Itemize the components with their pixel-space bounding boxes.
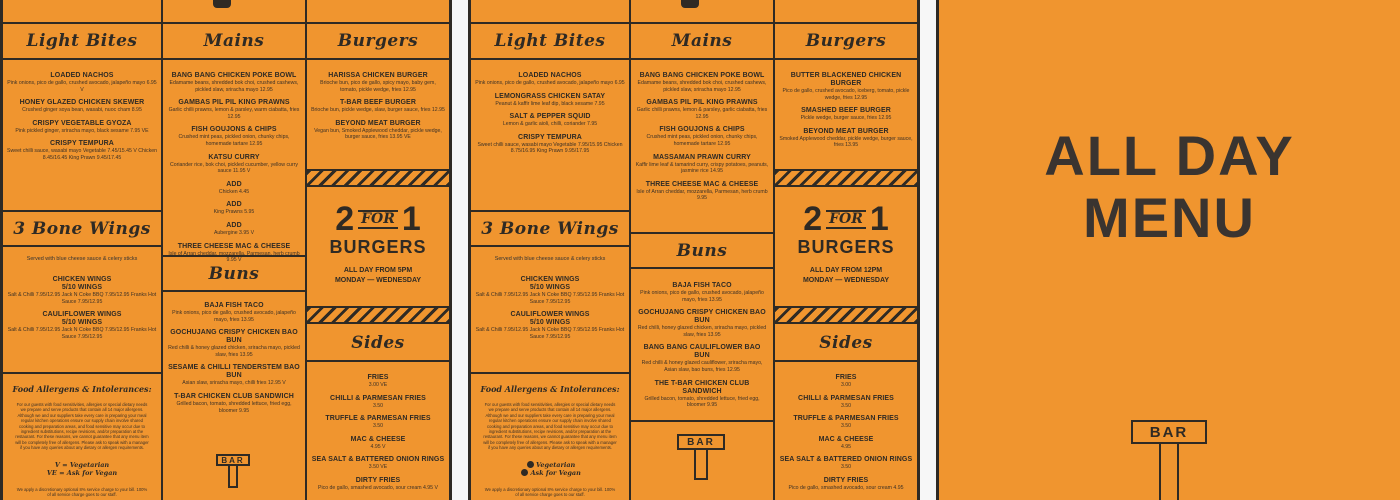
- section-burgers-heading: Burgers: [775, 24, 917, 60]
- menu-item-name: CHILLI & PARMESAN FRIES: [798, 394, 894, 402]
- menu-item: [779, 436, 913, 451]
- menu-item-name: MASSAMAN PRAWN CURRY: [653, 153, 751, 161]
- menu-item: [311, 72, 445, 93]
- column-burgers: [307, 0, 449, 500]
- section-sides-heading: Sides: [775, 326, 917, 362]
- menu-item-name: CAULIFLOWER WINGS: [510, 311, 590, 319]
- menu-item-name: TRUFFLE & PARMESAN FRIES: [325, 415, 431, 423]
- menu-item: [311, 120, 445, 141]
- menu-item-desc: Isle of Arran cheddar, mozzarella, Parmesan, herb crumb 9.95 V: [168, 250, 300, 264]
- legend: Vegetarian Ask for Vegan: [471, 461, 629, 477]
- menu-item-desc: Grilled bacon, tomato, shredded lettuce, fried egg, bloomer 9.95: [644, 395, 760, 409]
- menu-item-desc: Pink onions, pico de gallo, crushed avocado, jalapeño mayo 6.95 V: [7, 80, 157, 93]
- menu-item-desc: Red chilli, honey glazed chicken, sriracha mayo, pickled slaw, fries 13.95: [637, 325, 767, 338]
- menu-item-name: SEA SALT & BATTERED ONION RINGS: [311, 456, 445, 464]
- menu-item-name: THREE CHEESE MAC & CHEESE: [177, 242, 291, 250]
- menu-item-desc: 3.50: [372, 402, 384, 409]
- allergen-title: Food Allergens & Intolerances:: [12, 384, 152, 394]
- menu-item: [779, 415, 913, 430]
- menu-item-name: GAMBAS PIL PIL KING PRAWNS: [178, 99, 290, 107]
- menu-item-desc: King Prawns 5.95: [213, 209, 255, 216]
- menu-item-name: DIRTY FRIES: [355, 476, 401, 484]
- menu-item-desc: 3.50 VE: [368, 464, 388, 471]
- column-light-bites: [471, 0, 629, 500]
- mains-list: [163, 62, 305, 270]
- menu-item-desc: Chicken 4.45: [218, 188, 250, 195]
- allergen-note: [471, 384, 629, 497]
- menu-item: [167, 99, 301, 120]
- menu-item-name: BANG BANG CHICKEN POKE BOWL: [639, 72, 765, 79]
- menu-item-name: THE T-BAR CHICKEN CLUB SANDWICH: [654, 379, 750, 395]
- menu-item-name: BAJA FISH TACO: [672, 282, 732, 289]
- menu-item: [311, 436, 445, 451]
- burgers-list: [775, 62, 917, 155]
- menu-item-name: CRISPY TEMPURA: [518, 133, 582, 141]
- bar-logo: BAR: [677, 434, 725, 480]
- menu-item-name: BANG BANG CAULIFLOWER BAO BUN: [643, 344, 761, 360]
- menu-item: [7, 311, 157, 340]
- wings-list: [471, 266, 629, 346]
- menu-item-name: BEYOND MEAT BURGER: [803, 127, 889, 135]
- menu-page-left: [0, 0, 452, 500]
- service-charge-note: We apply a discretionary optional 8% service charge to your bill. 100% of all service charge goes to our staff.: [484, 486, 616, 498]
- menu-item-name: BAJA FISH TACO: [204, 302, 264, 309]
- menu-item-desc: 3.50: [840, 423, 852, 430]
- menu-cover: [936, 0, 1400, 500]
- menu-item-desc: Kaffir lime leaf & tamarind curry, crispy potatoes, peanuts, jasmine rice 14.95: [635, 161, 769, 175]
- menu-item: [311, 395, 445, 410]
- menu-item: [635, 309, 769, 338]
- menu-item-name: MAC & CHEESE: [350, 435, 406, 443]
- menu-item-name: FISH GOUJONS & CHIPS: [191, 126, 277, 134]
- menu-item: [475, 134, 625, 155]
- menu-item-desc: 3.50: [372, 423, 384, 430]
- menu-item-sub: 5/10 WINGS: [61, 284, 103, 291]
- menu-item: [475, 72, 625, 87]
- menu-item: [311, 477, 445, 492]
- menu-item: [635, 72, 769, 93]
- menu-item-desc: Vegan bun, Smoked Applewood cheddar, pickle wedge, burger sauce, fries 13.95 VE: [314, 127, 442, 141]
- section-mains-heading: Mains: [631, 24, 773, 60]
- menu-item-sub: 5/10 WINGS: [529, 319, 571, 327]
- menu-item-name: ADD: [226, 201, 242, 209]
- service-charge-note: We apply a discretionary optional 8% service charge to your bill. 100% of all service charge goes to our staff.: [16, 486, 148, 498]
- menu-item-desc: Edamame beans, shredded bok choi, crushed cashews, pickled slaw, sriracha mayo 12.95: [637, 80, 767, 93]
- hazard-stripe: [307, 306, 449, 324]
- menu-item: [167, 222, 301, 237]
- column-burgers: [775, 0, 917, 500]
- menu-item: [779, 456, 913, 471]
- menu-item: [7, 276, 157, 305]
- menu-item-desc: Lemon & garlic aioli, chilli, coriander 7.95: [502, 121, 598, 128]
- allergen-text: For our guests with food sensitivities, allergies or special dietary needs we prepare and serve products that contain all 14 major allergens. Although we and our suppliers take every care in preparing your meal regular kitchen operations ensure our supply chain involve shared cooking and preparation areas, and food sensitive may occur due to ingredient substitutions, recipe revisions, and/or preparation at the restaurant. For these reasons, we cannot guarantee that any menu item will be completely free of allergens. Please ask to speak with a manager if you have any queries about any dietary or allergen requirements.: [483, 402, 617, 451]
- menu-item-name: ADD: [226, 221, 242, 229]
- menu-item: [635, 344, 769, 373]
- menu-item-desc: Pickle wedge, burger sauce, fries 12.95: [800, 115, 892, 122]
- menu-item-desc: Pink pickled ginger, sriracha mayo, black sesame 7.95 VE: [15, 127, 149, 134]
- menu-item-name: CRISPY TEMPURA: [50, 140, 114, 148]
- allergen-title: Food Allergens & Intolerances:: [480, 384, 620, 394]
- menu-item-desc: Pico de gallo, smashed avocado, sour cream 4.95: [788, 484, 904, 491]
- menu-item-name: BANG BANG CHICKEN POKE BOWL: [171, 72, 297, 79]
- wings-intro: Served with blue cheese sauce & celery sticks: [26, 256, 138, 262]
- menu-item-name: BUTTER BLACKENED CHICKEN BURGER: [790, 72, 902, 87]
- section-light-bites-heading: Light Bites: [471, 24, 629, 60]
- menu-item-desc: Crushed ginger soya bean, wasabi, nuoc cham 8.95: [22, 107, 142, 114]
- menu-item-name: BEYOND MEAT BURGER: [335, 119, 421, 127]
- menu-item: [311, 415, 445, 430]
- menu-item-name: CHICKEN WINGS: [52, 276, 112, 283]
- burgers-list: [307, 62, 449, 147]
- column-mains: [631, 0, 773, 500]
- menu-item-name: T-BAR BEEF BURGER: [340, 99, 416, 107]
- menu-item: [779, 72, 913, 101]
- allergen-text: For our guests with food sensitivities, allergies or special dietary needs we prepare and serve products that contain all 14 major allergens. Although we and our suppliers take every care in preparing your meal regular kitchen operations ensure our supply chain involve shared cooking and preparation areas, and food sensitive may occur due to ingredient substitutions, recipe revisions, and/or preparation at the restaurant. For these reasons, we cannot guarantee that any menu item will be completely free of allergens. Please ask to speak with a manager if you have any queries about any dietary or allergen requirements.: [15, 402, 149, 451]
- menu-item-name: CAULIFLOWER WINGS: [42, 311, 122, 319]
- wings-intro: Served with blue cheese sauce & celery sticks: [494, 256, 606, 262]
- menu-item-name: ADD: [226, 180, 242, 188]
- menu-item-name: SEA SALT & BATTERED ONION RINGS: [779, 456, 913, 464]
- menu-item-name: DIRTY FRIES: [823, 476, 869, 484]
- menu-item-desc: Smoked Applewood cheddar, pickle wedge, burger sauce, fries 13.95: [779, 135, 913, 149]
- menu-item: [167, 393, 301, 414]
- menu-item-name: FISH GOUJONS & CHIPS: [659, 126, 745, 134]
- menu-item-desc: Sweet chilli sauce, wasabi mayo Vegetable 7.45/15.45 V Chicken 8.45/16.45 King Prawn 9.45/17.45: [7, 148, 157, 161]
- menu-item-name: KATSU CURRY: [208, 153, 260, 161]
- section-mains-heading: Mains: [163, 24, 305, 60]
- section-light-bites-heading: Light Bites: [3, 24, 161, 60]
- menu-item: [779, 107, 913, 122]
- section-burgers-heading: Burgers: [307, 24, 449, 60]
- menu-item: [635, 380, 769, 409]
- menu-item-desc: 3.50: [840, 464, 852, 471]
- menu-item-sub: 5/10 WINGS: [529, 284, 571, 291]
- menu-item: [7, 140, 157, 161]
- buns-list: [163, 292, 305, 420]
- menu-item-desc: Red chilli & honey glazed chicken, sriracha mayo, pickled slaw, fries 13.95: [168, 345, 300, 358]
- menu-item-desc: Grilled bacon, tomato, shredded lettuce, fried egg, bloomer 9.95: [176, 400, 292, 414]
- hazard-stripe: [775, 169, 917, 187]
- menu-item-name: SMASHED BEEF BURGER: [801, 107, 891, 115]
- menu-item-name: T-BAR CHICKEN CLUB SANDWICH: [174, 392, 294, 400]
- menu-item-name: LOADED NACHOS: [518, 72, 582, 79]
- menu-item-desc: Pink onions, pico de gallo, crushed avocado, jalapeño mayo 6.95: [475, 80, 625, 86]
- menu-item: [475, 113, 625, 128]
- menu-item-desc: Coriander rice, bok choi, pickled cucumber, yellow curry sauce 11.95 V: [169, 161, 298, 175]
- wings-list: [3, 266, 161, 346]
- bar-logo: BAR: [216, 454, 250, 488]
- menu-item: [779, 395, 913, 410]
- menu-item-desc: Aubergine 3.95 V: [213, 229, 255, 236]
- menu-item-name: FRIES: [835, 374, 857, 381]
- menu-item-name: CHILLI & PARMESAN FRIES: [330, 394, 426, 402]
- menu-item-desc: 4.95 V: [370, 443, 386, 450]
- menu-item-name: TRUFFLE & PARMESAN FRIES: [793, 415, 899, 423]
- menu-item-desc: Brioche bun, pickle wedge, slaw, burger sauce, fries 12.95: [311, 107, 445, 114]
- menu-item-name: GOCHUJANG CRISPY CHICKEN BAO BUN: [170, 329, 298, 345]
- menu-item: [475, 276, 625, 305]
- menu-item-name: HONEY GLAZED CHICKEN SKEWER: [19, 99, 145, 107]
- section-wings-heading: 3 Bone Wings: [3, 210, 161, 247]
- section-wings-heading: 3 Bone Wings: [471, 210, 629, 247]
- section-buns-heading: Buns: [163, 255, 305, 292]
- mains-list: [631, 62, 773, 208]
- menu-item-sub: 5/10 WINGS: [61, 319, 103, 327]
- cover-title: ALL DAY MENU: [1044, 124, 1295, 249]
- menu-item-name: GAMBAS PIL PIL KING PRAWNS: [646, 99, 758, 107]
- menu-item-desc: Crushed mint peas, pickled onion, chunky chips, homemade tartare 12.95: [646, 134, 758, 147]
- menu-item: [779, 374, 913, 389]
- light-bites-list: [3, 62, 161, 168]
- menu-item: [635, 154, 769, 175]
- legend: V = Vegetarian VE = Ask for Vegan: [46, 460, 118, 477]
- menu-item: [167, 154, 301, 175]
- menu-item-name: CRISPY VEGETABLE GYOZA: [32, 119, 132, 127]
- menu-item-desc: Red chilli & honey glazed cauliflower, sriracha mayo, Asian slaw, bao buns, fries 12.95: [641, 360, 763, 373]
- menu-item: [7, 99, 157, 114]
- column-light-bites: [3, 0, 161, 500]
- menu-page-middle: [468, 0, 920, 500]
- menu-item-desc: 3.50: [840, 402, 852, 409]
- menu-item-desc: Garlic chilli prawns, lemon & parsley, garlic ciabatta, fries 12.95: [636, 107, 768, 120]
- menu-item-name: FRIES: [367, 374, 389, 381]
- menu-item-desc: Pico de gallo, smashed avocado, sour cream 4.95 V: [318, 484, 438, 491]
- menu-item: [475, 311, 625, 340]
- menu-item: [167, 126, 301, 147]
- menu-item-name: THREE CHEESE MAC & CHEESE: [645, 180, 759, 188]
- menu-item-desc: 3.00 VE: [368, 382, 388, 388]
- menu-item-name: HARISSA CHICKEN BURGER: [328, 72, 428, 79]
- menu-item-name: SESAME & CHILLI TENDERSTEM BAO BUN: [168, 364, 300, 380]
- menu-item-desc: Pico de gallo, crushed avocado, iceberg, tomato, pickle wedge, fries 12.95: [782, 88, 910, 101]
- menu-item-name: CHICKEN WINGS: [520, 276, 580, 283]
- menu-item-desc: Asian slaw, sriracha mayo, chilli fries 12.95 V: [182, 380, 286, 387]
- sides-list: [775, 364, 917, 498]
- sides-list: [307, 364, 449, 498]
- menu-item-desc: Sweet chilli sauce, wasabi mayo Vegetable 7.95/15.95 Chicken 8.75/16.95 King Prawn 9.95/17.95: [477, 141, 623, 155]
- allergen-note: [3, 384, 161, 497]
- menu-item-desc: Edamame beans, shredded bok choi, crushed cashews, pickled slaw, sriracha mayo 12.95: [169, 80, 299, 93]
- promo-2-for-1: 2 FOR 1 BURGERS ALL DAY FROM 5PM MONDAY — WEDNESDAY: [329, 200, 427, 284]
- menu-item: [7, 72, 157, 93]
- menu-item-name: MAC & CHEESE: [818, 435, 874, 443]
- section-buns-heading: Buns: [631, 232, 773, 269]
- menu-item-desc: 4.95: [840, 443, 852, 450]
- menu-item-desc: Isle of Arran cheddar, mozzarella, Parmesan, herb crumb 9.95: [636, 188, 768, 202]
- menu-item: [7, 120, 157, 135]
- column-mains: [163, 0, 305, 500]
- bar-logo: BAR: [1131, 420, 1207, 500]
- menu-item: [167, 302, 301, 323]
- menu-item-desc: Brioche bun, pico de gallo, spicy mayo, baby gem, tomato, pickle wedge, fries 12.95: [320, 80, 436, 93]
- menu-item: [311, 99, 445, 114]
- menu-item: [635, 282, 769, 303]
- menu-item-name: LOADED NACHOS: [50, 72, 114, 79]
- menu-item-desc: Crushed mint peas, pickled onion, chunky chips, homemade tartare 12.95: [178, 134, 290, 147]
- menu-item: [167, 181, 301, 196]
- menu-item: [167, 329, 301, 358]
- menu-item: [779, 128, 913, 149]
- menu-item-desc: 3.00: [840, 382, 852, 388]
- menu-item: [311, 374, 445, 389]
- menu-item-desc: Salt & Chilli 7.95/12.95 Jack N Coke BBQ 7.95/12.95 Franks Hot Sauce 7.95/12.95: [7, 327, 157, 340]
- hazard-stripe: [775, 306, 917, 324]
- hazard-stripe: [307, 169, 449, 187]
- menu-item-desc: Pink onions, pico de gallo, crushed avocado, jalapeño mayo, fries 13.95: [640, 290, 764, 303]
- light-bites-list: [471, 62, 629, 161]
- menu-item-desc: Salt & Chilli 7.95/12.95 Jack N Coke BBQ 7.95/12.95 Franks Hot Sauce 7.95/12.95: [7, 292, 157, 305]
- menu-item: [167, 201, 301, 216]
- section-sides-heading: Sides: [307, 326, 449, 362]
- menu-item: [779, 477, 913, 492]
- menu-item-name: LEMONGRASS CHICKEN SATAY: [494, 92, 606, 100]
- menu-item-desc: Salt & Chilli 7.95/12.95 Jack N Coke BBQ 7.95/12.95 Franks Hot Sauce 7.95/12.95: [475, 327, 625, 340]
- menu-item: [167, 72, 301, 93]
- promo-2-for-1: 2 FOR 1 BURGERS ALL DAY FROM 12PM MONDAY — WEDNESDAY: [797, 200, 895, 284]
- menu-item: [635, 181, 769, 202]
- menu-item-desc: Garlic chilli prawns, lemon & parsley, warm ciabatta, fries 12.95: [168, 107, 300, 120]
- menu-item: [167, 364, 301, 387]
- menu-item-desc: Salt & Chilli 7.95/12.95 Jack N Coke BBQ 7.95/12.95 Franks Hot Sauce 7.95/12.95: [475, 292, 625, 305]
- menu-item: [635, 126, 769, 147]
- menu-item: [311, 456, 445, 471]
- menu-item-name: GOCHUJANG CRISPY CHICKEN BAO BUN: [638, 309, 766, 325]
- menu-item-desc: Pink onions, pico de gallo, crushed avocado, jalapeño mayo, fries 13.95: [172, 310, 296, 323]
- menu-item: [475, 93, 625, 108]
- menu-item-desc: Peanut & kaffir lime leaf dip, black sesame 7.95: [495, 100, 605, 107]
- menu-item: [635, 99, 769, 120]
- menu-item-name: SALT & PEPPER SQUID: [509, 113, 591, 121]
- buns-list: [631, 272, 773, 415]
